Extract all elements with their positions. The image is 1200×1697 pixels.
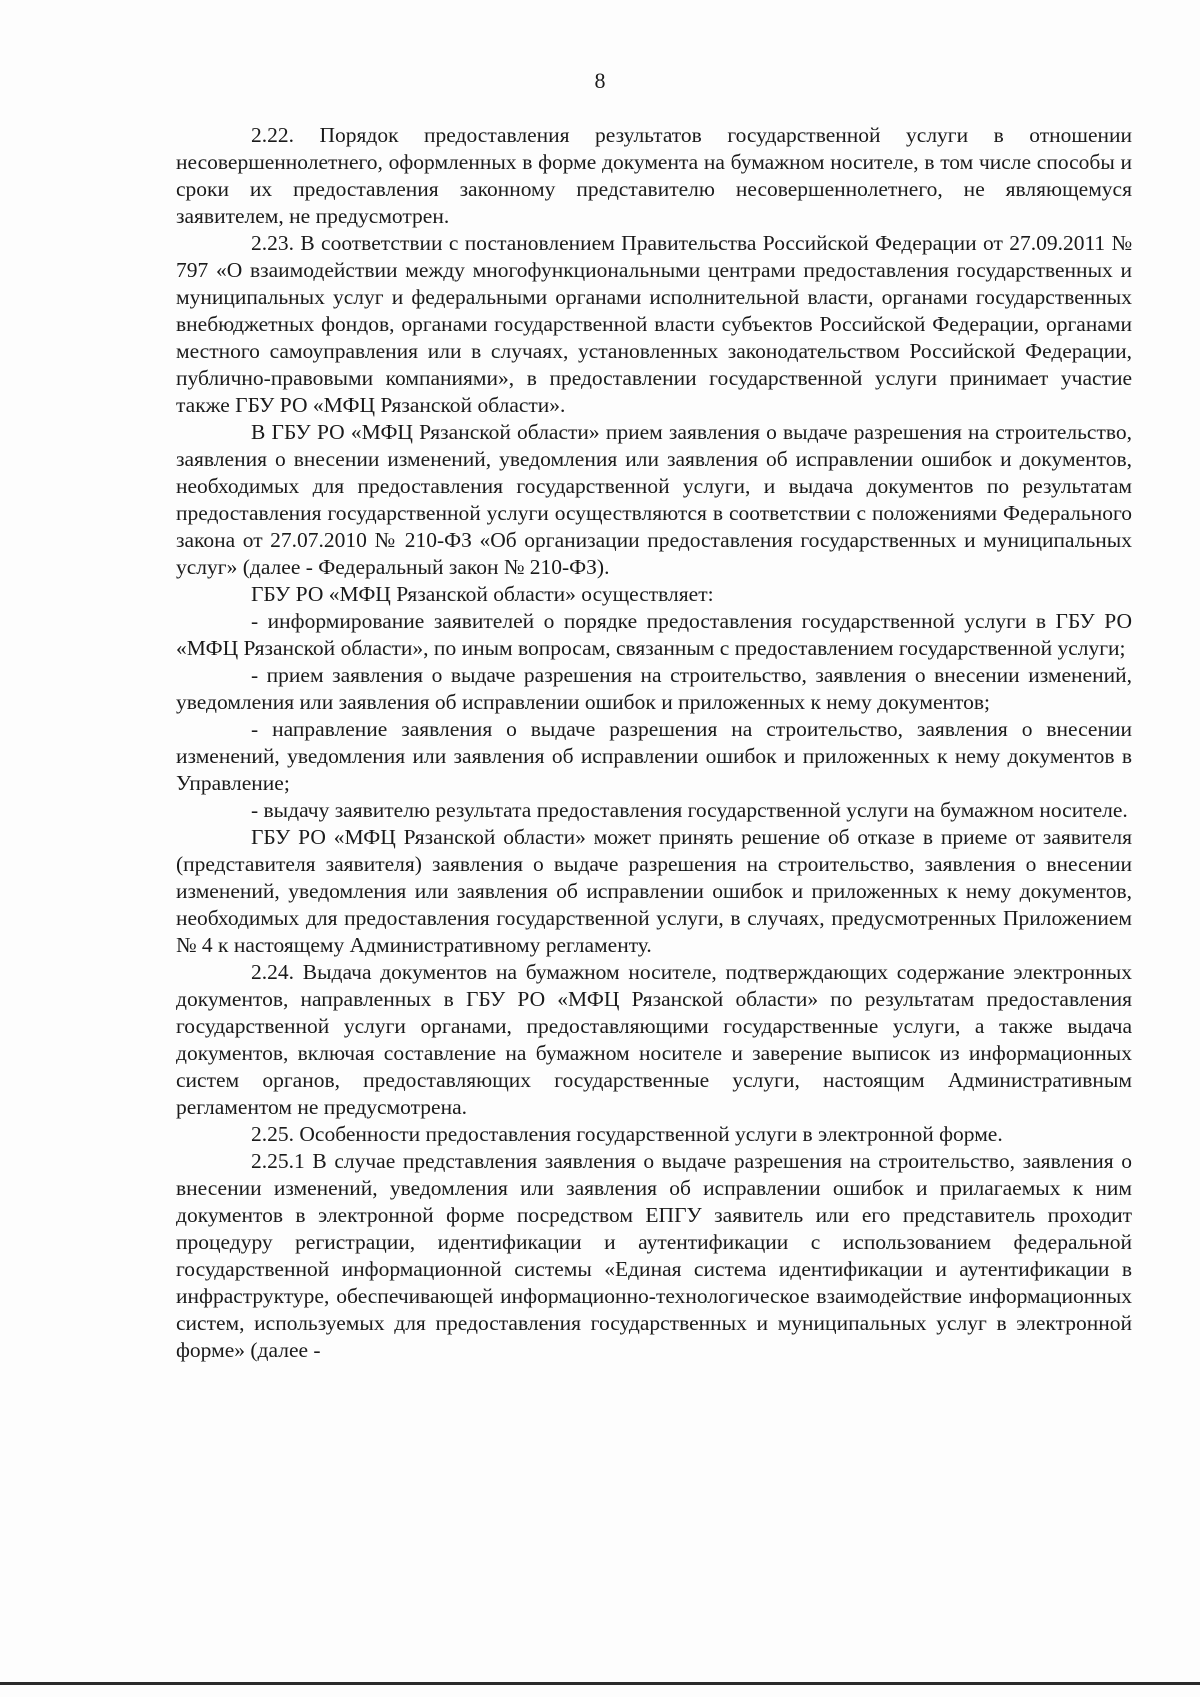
paragraph-2-23: 2.23. В соответствии с постановлением Правительства Российской Федерации от 27.09.2011 № 797 «О взаимодействии между многофункциональными центрами предоставления государственных и муниципальных услуг и федеральными органами исполнительной власти, органами государственных внебюджетных фондов, органами государственной власти субъектов Российской Федерации, органами местного самоуправления или в случаях, установленных законодательством Российской Федерации, публично-правовыми компаниями», в предоставлении государственной услуги принимает участие также ГБУ РО «МФЦ Рязанской области». bbox=[176, 231, 1132, 417]
list-item-issuance: - выдачу заявителю результата предоставления государственной услуги на бумажном носителе. bbox=[251, 798, 1128, 822]
paragraph-mfc-refusal: ГБУ РО «МФЦ Рязанской области» может принять решение об отказе в приеме от заявителя (представителя заявителя) заявления о выдаче разрешения на строительство, заявления о внесении изменений, уведомления или заявления об исправлении ошибок и приложенных к нему документов, необходимых для предоставления государственной услуги, в случаях, предусмотренных Приложением № 4 к настоящему Административному регламенту. bbox=[176, 825, 1132, 957]
document-body bbox=[176, 122, 1132, 1364]
paragraph-2-25-1: 2.25.1 В случае представления заявления о выдаче разрешения на строительство, заявления о внесении изменений, уведомления или заявления об исправлении ошибок и прилагаемых к ним документов в электронной форме посредством ЕПГУ заявитель или его представитель проходит процедуру регистрации, идентификации и аутентификации с использованием федеральной государственной информационной системы «Единая система идентификации и аутентификации в инфраструктуре, обеспечивающей информационно-технологическое взаимодействие информационных систем, используемых для предоставления государственных и муниципальных услуг в электронной форме» (далее - bbox=[176, 1149, 1132, 1362]
paragraph-2-24: 2.24. Выдача документов на бумажном носителе, подтверждающих содержание электронных документов, направленных в ГБУ РО «МФЦ Рязанской области» по результатам предоставления государственной услуги органами, предоставляющими государственные услуги, а также выдача документов, включая составление на бумажном носителе и заверение выписок из информационных систем органов, предоставляющих государственные услуги, настоящим Административным регламентом не предусмотрена. bbox=[176, 960, 1132, 1119]
scan-edge-line bbox=[0, 1682, 1200, 1685]
paragraph-mfc-reception: В ГБУ РО «МФЦ Рязанской области» прием заявления о выдаче разрешения на строительство, заявления о внесении изменений, уведомления или заявления об исправлении ошибок и документов, необходимых для предоставления государственной услуги, и выдача документов по результатам предоставления государственной услуги осуществляются в соответствии с положениями Федерального закона от 27.07.2010 № 210-ФЗ «Об организации предоставления государственных и муниципальных услуг» (далее - Федеральный закон № 210-ФЗ). bbox=[176, 420, 1132, 579]
list-item-forwarding: - направление заявления о выдаче разрешения на строительство, заявления о внесении изменений, уведомления или заявления об исправлении ошибок и приложенных к нему документов в Управление; bbox=[176, 717, 1132, 795]
list-item-informing: - информирование заявителей о порядке предоставления государственной услуги в ГБУ РО «МФЦ Рязанской области», по иным вопросам, связанным с предоставлением государственной услуги; bbox=[176, 609, 1132, 660]
paragraph-2-22: 2.22. Порядок предоставления результатов государственной услуги в отношении несовершеннолетнего, оформленных в форме документа на бумажном носителе, в том числе способы и сроки их предоставления законному представителю несовершеннолетнего, не являющемуся заявителем, не предусмотрен. bbox=[176, 123, 1132, 228]
list-item-reception: - прием заявления о выдаче разрешения на строительство, заявления о внесении изменений, уведомления или заявления об исправлении ошибок и приложенных к нему документов; bbox=[176, 663, 1132, 714]
paragraph-2-25: 2.25. Особенности предоставления государственной услуги в электронной форме. bbox=[251, 1122, 1003, 1146]
page-number: 8 bbox=[594, 68, 606, 93]
paragraph-mfc-performs: ГБУ РО «МФЦ Рязанской области» осуществляет: bbox=[251, 582, 714, 606]
